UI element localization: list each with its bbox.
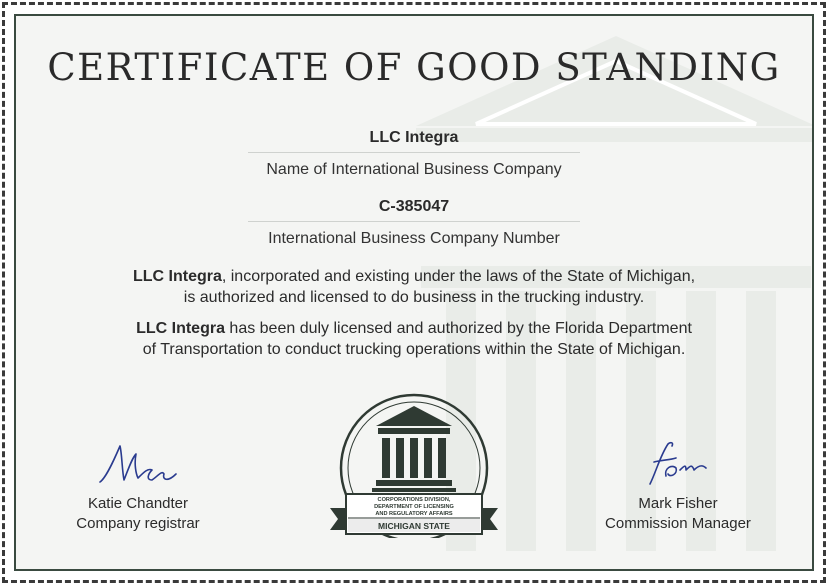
michigan-state-seal <box>328 390 500 538</box>
right-signer-role: Commission Manager <box>605 515 751 532</box>
paragraph2-line1: has been duly licensed and authorized by the Florida Department <box>224 320 692 337</box>
left-signer-name: Katie Chandter <box>87 495 189 512</box>
left-signature-block <box>38 495 238 532</box>
authorization-paragraph <box>80 266 748 308</box>
left-signature-icon <box>92 440 192 490</box>
company-name: LLC Integra <box>248 129 580 153</box>
paragraph1-line2: is authorized and licensed to do business in the trucking industry. <box>183 289 645 306</box>
right-signature-block <box>578 495 778 532</box>
license-paragraph <box>80 318 748 360</box>
paragraph1-line1: , incorporated and existing under the laws of the State of Michigan, <box>221 268 696 285</box>
company-number: C-385047 <box>248 198 580 222</box>
courthouse-icon <box>372 406 456 492</box>
paragraph2-company-name: LLC Integra <box>136 320 225 337</box>
certificate-title: CERTIFICATE OF GOOD STANDING <box>47 46 781 89</box>
seal-ribbon-line1: CORPORATIONS DIVISION, <box>377 497 451 503</box>
seal-banner-text: MICHIGAN STATE <box>378 521 450 531</box>
company-name-label: Name of International Business Company <box>266 161 562 178</box>
paragraph1-company-name: LLC Integra <box>132 268 222 285</box>
seal-ribbon-line2: DEPARTMENT OF LICENSING <box>374 504 454 510</box>
seal-ribbon-line3: AND REGULATORY AFFAIRS <box>375 511 453 517</box>
right-signer-name: Mark Fisher <box>638 495 718 512</box>
company-number-label: International Business Company Number <box>268 230 560 247</box>
paragraph2-line2: of Transportation to conduct trucking operations within the State of Michigan. <box>142 341 686 358</box>
left-signer-role: Company registrar <box>76 515 200 532</box>
right-signature-icon <box>640 438 720 490</box>
